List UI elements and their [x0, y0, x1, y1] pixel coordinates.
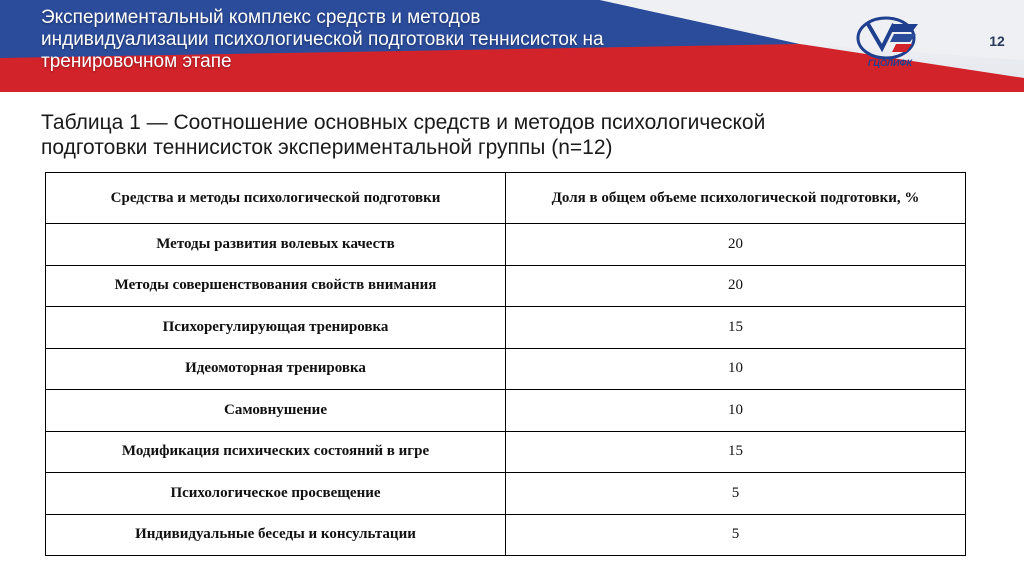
share-value-cell: 15	[506, 431, 966, 473]
column-header-share: Доля в общем объеме психологической подготовки, %	[506, 173, 966, 224]
table-row	[46, 265, 966, 307]
methods-table	[45, 172, 966, 556]
method-name-cell: Индивидуальные беседы и консультации	[46, 514, 506, 556]
share-value-cell: 5	[506, 514, 966, 556]
header-banner	[0, 0, 1024, 92]
caption-line: Таблица 1 — Соотношение основных средств и методов психологической	[41, 111, 766, 134]
table-caption	[41, 110, 941, 160]
share-value-cell: 10	[506, 390, 966, 432]
table-row	[46, 224, 966, 266]
method-name-cell: Идеомоторная тренировка	[46, 348, 506, 390]
method-name-cell: Психорегулирующая тренировка	[46, 307, 506, 349]
share-value-cell: 10	[506, 348, 966, 390]
table-row	[46, 390, 966, 432]
header-title	[41, 7, 741, 73]
method-name-cell: Модификация психических состояний в игре	[46, 431, 506, 473]
method-name-cell: Методы развития волевых качеств	[46, 224, 506, 266]
table-row	[46, 431, 966, 473]
page-number: 12	[989, 33, 1005, 49]
caption-line: подготовки теннисисток экспериментальной группы (n=12)	[41, 136, 613, 159]
header-title-line: тренировочном этапе	[41, 51, 232, 72]
method-name-cell: Самовнушение	[46, 390, 506, 432]
header-title-line: индивидуализации психологической подготовки теннисисток на	[41, 29, 604, 50]
share-value-cell: 20	[506, 224, 966, 266]
table-header-row	[46, 173, 966, 224]
header-title-line: Экспериментальный комплекс средств и методов	[41, 7, 481, 28]
logo-caption: ГЦОЛИФК	[867, 58, 913, 68]
table-row	[46, 348, 966, 390]
table-row	[46, 514, 966, 556]
column-header-methods: Средства и методы психологической подготовки	[46, 173, 506, 224]
table-row	[46, 307, 966, 349]
share-value-cell: 20	[506, 265, 966, 307]
share-value-cell: 15	[506, 307, 966, 349]
share-value-cell: 5	[506, 473, 966, 515]
method-name-cell: Психологическое просвещение	[46, 473, 506, 515]
method-name-cell: Методы совершенствования свойств внимания	[46, 265, 506, 307]
table-row	[46, 473, 966, 515]
